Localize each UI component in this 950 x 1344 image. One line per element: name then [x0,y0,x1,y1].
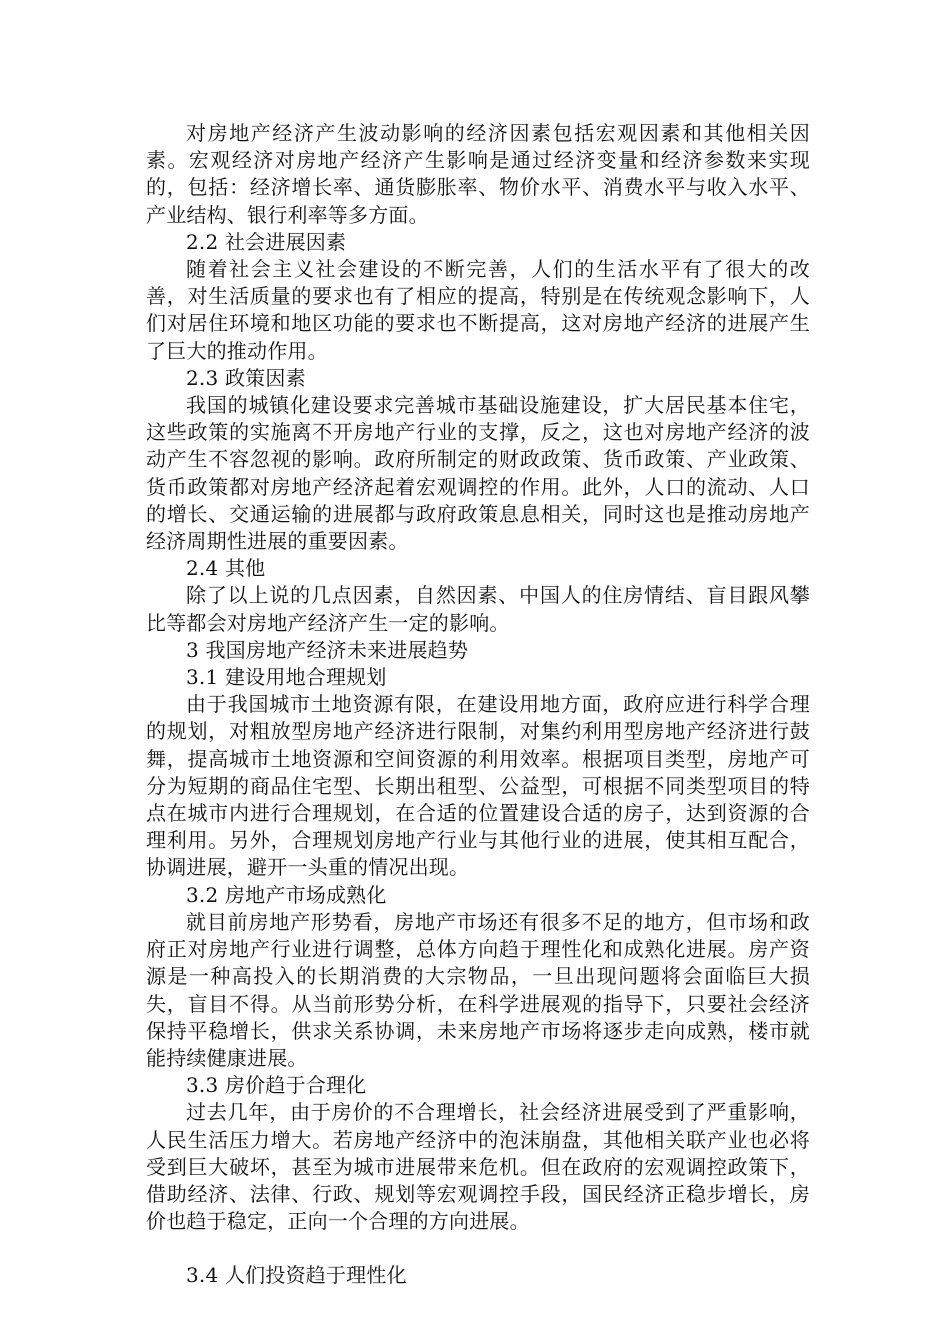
heading-2-3: 2.3 政策因素 [186,365,306,390]
heading-2-4: 2.4 其他 [186,556,266,581]
document-body [146,120,810,1290]
blank-line [146,1235,810,1262]
paragraph-other-factors: 除了以上说的几点因素，自然因素、中国人的住房情结、盲目跟风攀比等都会对房地产经济产生一定的影响。 [146,583,810,635]
heading-3-4: 3.4 人们投资趋于理性化 [186,1263,407,1288]
heading-2-2: 2.2 社会进展因素 [186,229,347,254]
heading-3-3: 3.3 房价趋于合理化 [186,1073,367,1098]
heading-3-1: 3.1 建设用地合理规划 [186,665,387,690]
heading-3: 3 我国房地产经济未来进展趋势 [186,637,469,662]
heading-3-2: 3.2 房地产市场成熟化 [186,882,387,907]
paragraph-macro-factors: 对房地产经济产生波动影响的经济因素包括宏观因素和其他相关因素。宏观经济对房地产经济产生影响是通过经济变量和经济参数来实现的，包括：经济增长率、通货膨胀率、物价水平、消费水平与收入水平、产业结构、银行利率等多方面。 [146,121,810,227]
paragraph-land-planning: 由于我国城市土地资源有限，在建设用地方面，政府应进行科学合理的规划，对粗放型房地产经济进行限制，对集约利用型房地产经济进行鼓舞，提高城市土地资源和空间资源的利用效率。根据项目类型，房地产可分为短期的商品住宅型、长期出租型、公益型，可根据不同类型项目的特点在城市内进行合理规划，在合适的位置建设合适的房子，达到资源的合理利用。另外，合理规划房地产行业与其他行业的进展，使其相互配合，协调进展，避开一头重的情况出现。 [146,692,810,880]
paragraph-market-maturity: 就目前房地产形势看，房地产市场还有很多不足的地方，但市场和政府正对房地产行业进行调整，总体方向趋于理性化和成熟化进展。房产资源是一种高投入的长期消费的大宗物品，一旦出现问题将会面临巨大损失，盲目不得。从当前形势分析，在科学进展观的指导下，只要社会经济保持平稳增长，供求关系协调，未来房地产市场将逐步走向成熟，楼市就能持续健康进展。 [146,909,810,1070]
paragraph-social-factors: 随着社会主义社会建设的不断完善，人们的生活水平有了很大的改善，对生活质量的要求也有了相应的提高，特别是在传统观念影响下，人们对居住环境和地区功能的要求也不断提高，这对房地产经济的进展产生了巨大的推动作用。 [146,257,810,363]
paragraph-policy-factors: 我国的城镇化建设要求完善城市基础设施建设，扩大居民基本住宅，这些政策的实施离不开房地产行业的支撑，反之，这也对房地产经济的波动产生不容忽视的影响。政府所制定的财政政策、货币政策、产业政策、货币政策都对房地产经济起着宏观调控的作用。此外，人口的流动、人口的增长、交通运输的进展都与政府政策息息相关，同时这也是推动房地产经济周期性进展的重要因素。 [146,393,810,554]
paragraph-price-rationalization: 过去几年，由于房价的不合理增长，社会经济进展受到了严重影响，人民生活压力增大。若房地产经济中的泡沫崩盘，其他相关联产业也必将受到巨大破坏，甚至为城市进展带来危机。但在政府的宏观调控政策下，借助经济、法律、行政、规划等宏观调控手段，国民经济正稳步增长，房价也趋于稳定，正向一个合理的方向进展。 [146,1100,810,1234]
